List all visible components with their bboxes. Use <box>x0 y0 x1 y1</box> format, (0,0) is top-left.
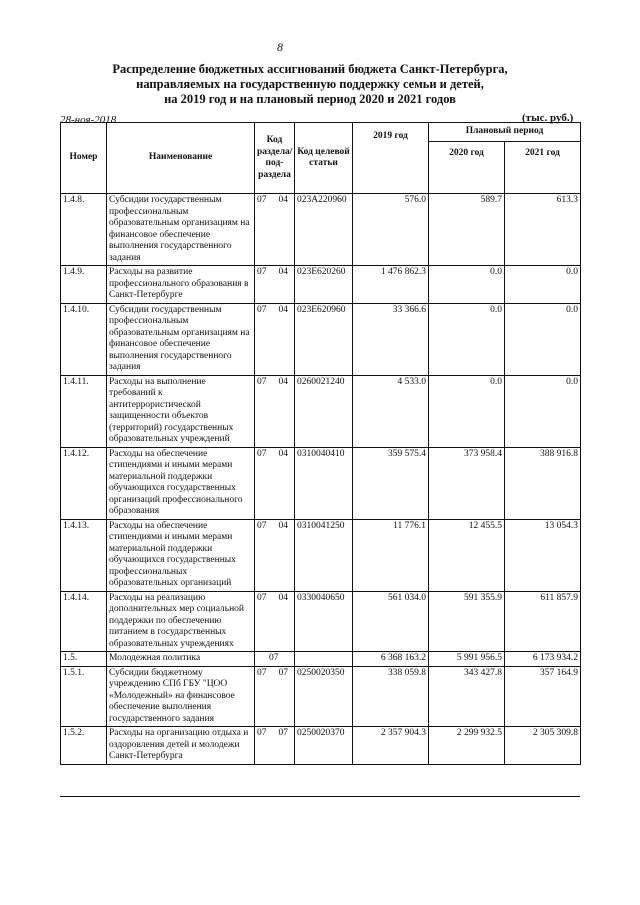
row-item-code: 023А220960 <box>295 194 353 266</box>
col-number-header: Номер <box>61 123 107 194</box>
row-section: 07 <box>257 667 267 678</box>
row-name: Расходы на обеспечение стипендиями и иными мерами материальной поддержки обучающихся государственных профессиональных образовательных организаций <box>107 519 255 591</box>
row-value-2020: 12 455.5 <box>429 519 505 591</box>
page-number: 8 <box>277 40 283 54</box>
row-item-code: 0310041250 <box>295 519 353 591</box>
row-value-2021: 0.0 <box>505 303 581 375</box>
col-section-code-header: Код раздела/ под- раздела <box>255 123 295 194</box>
row-value-2020: 0.0 <box>429 375 505 447</box>
row-section-code <box>255 727 295 765</box>
row-section: 07 <box>257 592 267 603</box>
row-number: 1.4.11. <box>61 375 107 447</box>
row-value-2019: 359 575.4 <box>353 447 429 519</box>
row-section: 07 <box>257 304 267 315</box>
row-number: 1.5.1. <box>61 666 107 727</box>
row-number: 1.4.8. <box>61 194 107 266</box>
row-item-code: 0260021240 <box>295 375 353 447</box>
row-value-2019: 576.0 <box>353 194 429 266</box>
table-row <box>61 447 581 519</box>
row-name: Расходы на реализацию дополнительных мер социальной поддержки по обеспечению питанием в государственных образовательных учреждениях <box>107 591 255 652</box>
row-subsection: 04 <box>278 448 288 459</box>
row-section: 07 <box>257 267 267 277</box>
row-subsection: 07 <box>278 667 288 678</box>
row-section-code <box>255 666 295 727</box>
row-name: Субсидии бюджетному учреждению СПб ГБУ "ЦОО «Молодежный» на финансовое обеспечение выполнения государственного задания <box>107 666 255 727</box>
row-number: 1.4.12. <box>61 447 107 519</box>
row-value-2019: 2 357 904.3 <box>353 727 429 765</box>
row-value-2019: 561 034.0 <box>353 591 429 652</box>
row-item-code: 023Е620260 <box>295 266 353 304</box>
row-value-2019: 4 533.0 <box>353 375 429 447</box>
row-item-code: 0250020370 <box>295 727 353 765</box>
row-name: Расходы на развитие профессионального образования в Санкт-Петербурге <box>107 266 255 304</box>
row-value-2021: 611 857.9 <box>505 591 581 652</box>
col-name-header: Наименование <box>107 123 255 194</box>
row-name: Расходы на организацию отдыха и оздоровления детей и молодежи Санкт-Петербурга <box>107 727 255 765</box>
row-section-code <box>255 591 295 652</box>
row-subsection: 04 <box>278 376 288 387</box>
table-body <box>61 194 581 765</box>
bottom-rule <box>60 796 580 797</box>
row-subsection: 04 <box>278 592 288 603</box>
row-subsection: 04 <box>278 195 288 205</box>
row-section: 07 <box>257 448 267 459</box>
document-title <box>90 62 530 107</box>
row-subsection: 07 <box>269 653 279 663</box>
row-section-code <box>255 375 295 447</box>
row-name: Субсидии государственным профессиональным образовательным организациям на финансовое обеспечение выполнения государственного задания <box>107 194 255 266</box>
row-value-2020: 591 355.9 <box>429 591 505 652</box>
col-item-code-header: Код целевой статьи <box>295 123 353 194</box>
row-value-2020: 343 427.8 <box>429 666 505 727</box>
row-number: 1.4.9. <box>61 266 107 304</box>
col-planned-header: Плановый период <box>429 123 581 142</box>
row-section-code <box>255 447 295 519</box>
document-date: 28-ноя-2018 <box>60 114 117 126</box>
row-number: 1.4.14. <box>61 591 107 652</box>
row-value-2020: 589.7 <box>429 194 505 266</box>
row-value-2020: 5 991 956.5 <box>429 652 505 667</box>
table-row <box>61 519 581 591</box>
row-item-code: 0330040650 <box>295 591 353 652</box>
row-item-code: 0250020350 <box>295 666 353 727</box>
row-number: 1.5.2. <box>61 727 107 765</box>
row-value-2019: 11 776.1 <box>353 519 429 591</box>
table-row <box>61 375 581 447</box>
row-subsection: 07 <box>278 728 288 738</box>
row-name: Молодежная политика <box>107 652 255 667</box>
row-value-2021: 357 164.9 <box>505 666 581 727</box>
table-row <box>61 194 581 266</box>
col-2021-header: 2021 год <box>505 142 581 194</box>
title-line-3: на 2019 год и на плановый период 2020 и 2021 годов <box>164 92 456 106</box>
row-value-2019: 338 059.8 <box>353 666 429 727</box>
title-line-2: направляемых на государственную поддержку семьи и детей, <box>136 77 484 91</box>
row-value-2021: 0.0 <box>505 266 581 304</box>
row-subsection: 04 <box>278 520 288 531</box>
row-section: 07 <box>257 728 267 738</box>
row-subsection: 04 <box>278 304 288 315</box>
row-section-code <box>255 652 295 667</box>
row-name: Субсидии государственным профессиональным образовательным организациям на финансовое обеспечение выполнения государственного задания <box>107 303 255 375</box>
table-row <box>61 652 581 667</box>
row-number: 1.4.13. <box>61 519 107 591</box>
table-row <box>61 591 581 652</box>
row-section-code <box>255 519 295 591</box>
row-value-2019: 1 476 862.3 <box>353 266 429 304</box>
row-name: Расходы на обеспечение стипендиями и иными мерами материальной поддержки обучающихся государственных организаций профессионального образования <box>107 447 255 519</box>
row-value-2019: 6 368 163.2 <box>353 652 429 667</box>
row-section: 07 <box>257 195 267 205</box>
col-2019-header: 2019 год <box>353 123 429 194</box>
table-row <box>61 727 581 765</box>
row-value-2021: 6 173 934.2 <box>505 652 581 667</box>
row-value-2020: 0.0 <box>429 266 505 304</box>
title-line-1: Распределение бюджетных ассигнований бюджета Санкт-Петербурга, <box>112 62 508 76</box>
col-2020-header: 2020 год <box>429 142 505 194</box>
row-section: 07 <box>257 376 267 387</box>
row-value-2021: 0.0 <box>505 375 581 447</box>
budget-table <box>60 122 581 765</box>
table-row <box>61 303 581 375</box>
row-item-code <box>295 652 353 667</box>
units-label: (тыс. руб.) <box>522 112 574 124</box>
row-number: 1.5. <box>61 652 107 667</box>
row-value-2021: 13 054.3 <box>505 519 581 591</box>
row-value-2021: 613.3 <box>505 194 581 266</box>
row-section-code <box>255 194 295 266</box>
table-row <box>61 666 581 727</box>
header-row-1 <box>61 123 581 142</box>
row-section-code <box>255 266 295 304</box>
row-item-code: 023Е620960 <box>295 303 353 375</box>
row-section: 07 <box>257 520 267 531</box>
row-number: 1.4.10. <box>61 303 107 375</box>
row-value-2020: 2 299 932.5 <box>429 727 505 765</box>
row-value-2020: 0.0 <box>429 303 505 375</box>
table-row <box>61 266 581 304</box>
row-value-2020: 373 958.4 <box>429 447 505 519</box>
row-subsection: 04 <box>278 267 288 277</box>
row-value-2021: 388 916.8 <box>505 447 581 519</box>
row-item-code: 0310040410 <box>295 447 353 519</box>
row-value-2019: 33 366.6 <box>353 303 429 375</box>
row-value-2021: 2 305 309.8 <box>505 727 581 765</box>
row-section-code <box>255 303 295 375</box>
row-name: Расходы на выполнение требований к антитеррористической защищенности объектов (территорий) государственных образовательных учреждений <box>107 375 255 447</box>
